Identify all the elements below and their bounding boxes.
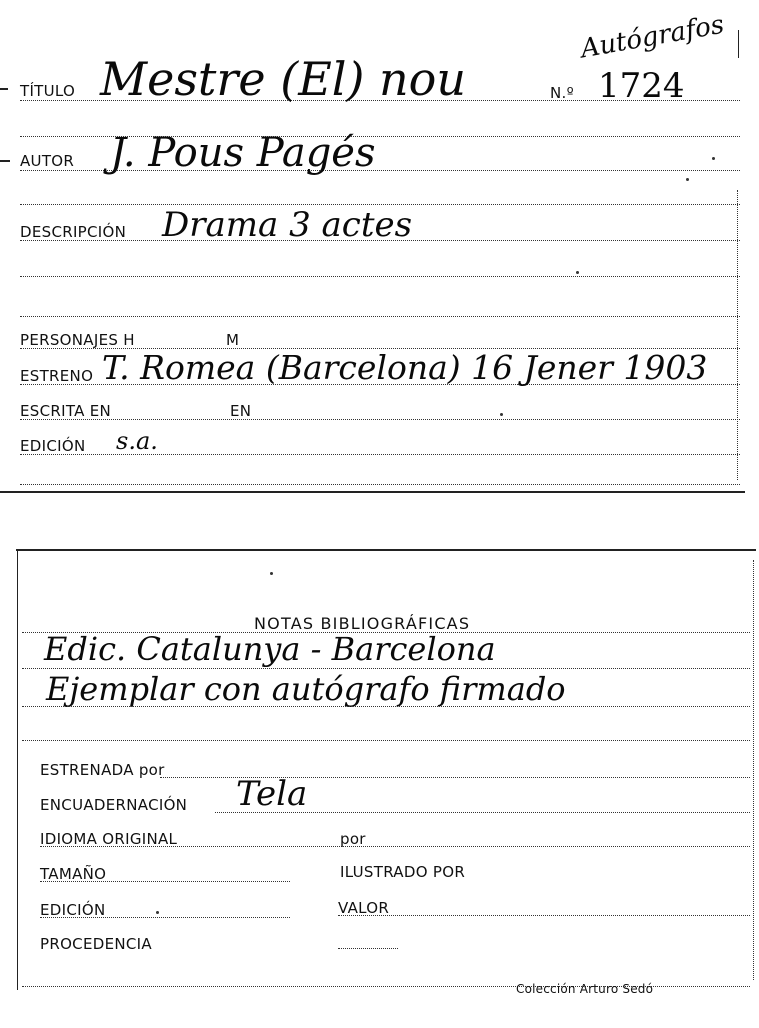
speck bbox=[270, 572, 273, 575]
autor-value: J. Pous Pagés bbox=[110, 130, 376, 176]
idioma-line bbox=[40, 846, 750, 847]
edicion2-line bbox=[40, 917, 290, 918]
left-tick bbox=[0, 160, 10, 162]
encuadernacion-label: ENCUADERNACIÓN bbox=[40, 796, 188, 814]
numero-label: N.º bbox=[550, 84, 574, 102]
idioma-original-label: IDIOMA ORIGINAL bbox=[40, 830, 178, 848]
escrita-en-label: ESCRITA EN bbox=[20, 402, 112, 420]
escrita-line bbox=[20, 419, 740, 420]
notas-heading: NOTAS BIBLIOGRÁFICAS bbox=[254, 614, 471, 633]
descripcion-label: DESCRIPCIÓN bbox=[20, 223, 127, 241]
card-right-edge bbox=[737, 190, 738, 480]
descripcion-value: Drama 3 actes bbox=[162, 205, 413, 245]
blank-line-3 bbox=[20, 276, 740, 277]
procedencia-line bbox=[338, 948, 398, 949]
numero-value: 1724 bbox=[598, 66, 685, 106]
speck bbox=[156, 911, 159, 914]
speck bbox=[712, 157, 715, 160]
notas-line-1 bbox=[22, 668, 750, 669]
edicion-value: s.a. bbox=[116, 427, 158, 455]
card2-right-edge bbox=[753, 560, 754, 980]
ilustrado-por-label: ILUSTRADO POR bbox=[340, 863, 466, 881]
note-line-1: Edic. Catalunya - Barcelona bbox=[44, 630, 496, 668]
procedencia-label: PROCEDENCIA bbox=[40, 935, 152, 953]
card2-left-edge bbox=[17, 550, 18, 990]
edicion2-label: EDICIÓN bbox=[40, 901, 106, 919]
estrenada-por-label: ESTRENADA por bbox=[40, 761, 165, 779]
blank-line-5 bbox=[20, 484, 740, 485]
titulo-value: Mestre (El) nou bbox=[100, 52, 467, 106]
edicion-label: EDICIÓN bbox=[20, 437, 86, 455]
estreno-label: ESTRENO bbox=[20, 367, 94, 385]
notas-line-3 bbox=[22, 740, 750, 741]
personajes-m-label: M bbox=[226, 331, 240, 349]
tamano-line bbox=[40, 881, 290, 882]
valor-line bbox=[338, 915, 750, 916]
autor-label: AUTOR bbox=[20, 152, 75, 170]
note-line-2: Ejemplar con autógrafo firmado bbox=[46, 670, 566, 708]
card2-top-border bbox=[16, 549, 756, 551]
personajes-label: PERSONAJES H bbox=[20, 331, 135, 349]
estreno-value: T. Romea (Barcelona) 16 Jener 1903 bbox=[102, 348, 708, 387]
tamano-label: TAMAÑO bbox=[40, 865, 107, 883]
idioma-por-label: por bbox=[340, 830, 366, 848]
autografos-note: Autógrafos bbox=[578, 9, 727, 65]
card-bottom-border bbox=[0, 491, 745, 493]
blank-line-4 bbox=[20, 316, 740, 317]
corner-mark bbox=[738, 30, 739, 58]
titulo-label: TÍTULO bbox=[20, 82, 76, 100]
speck bbox=[500, 413, 503, 416]
coleccion-footer: Colección Arturo Sedó bbox=[516, 982, 654, 996]
encuadernacion-value: Tela bbox=[236, 774, 308, 814]
left-tick bbox=[0, 88, 8, 90]
speck bbox=[686, 178, 689, 181]
notas-line-2 bbox=[22, 706, 750, 707]
valor-label: VALOR bbox=[338, 899, 390, 917]
speck bbox=[576, 271, 579, 274]
escrita-en2-label: EN bbox=[230, 402, 252, 420]
